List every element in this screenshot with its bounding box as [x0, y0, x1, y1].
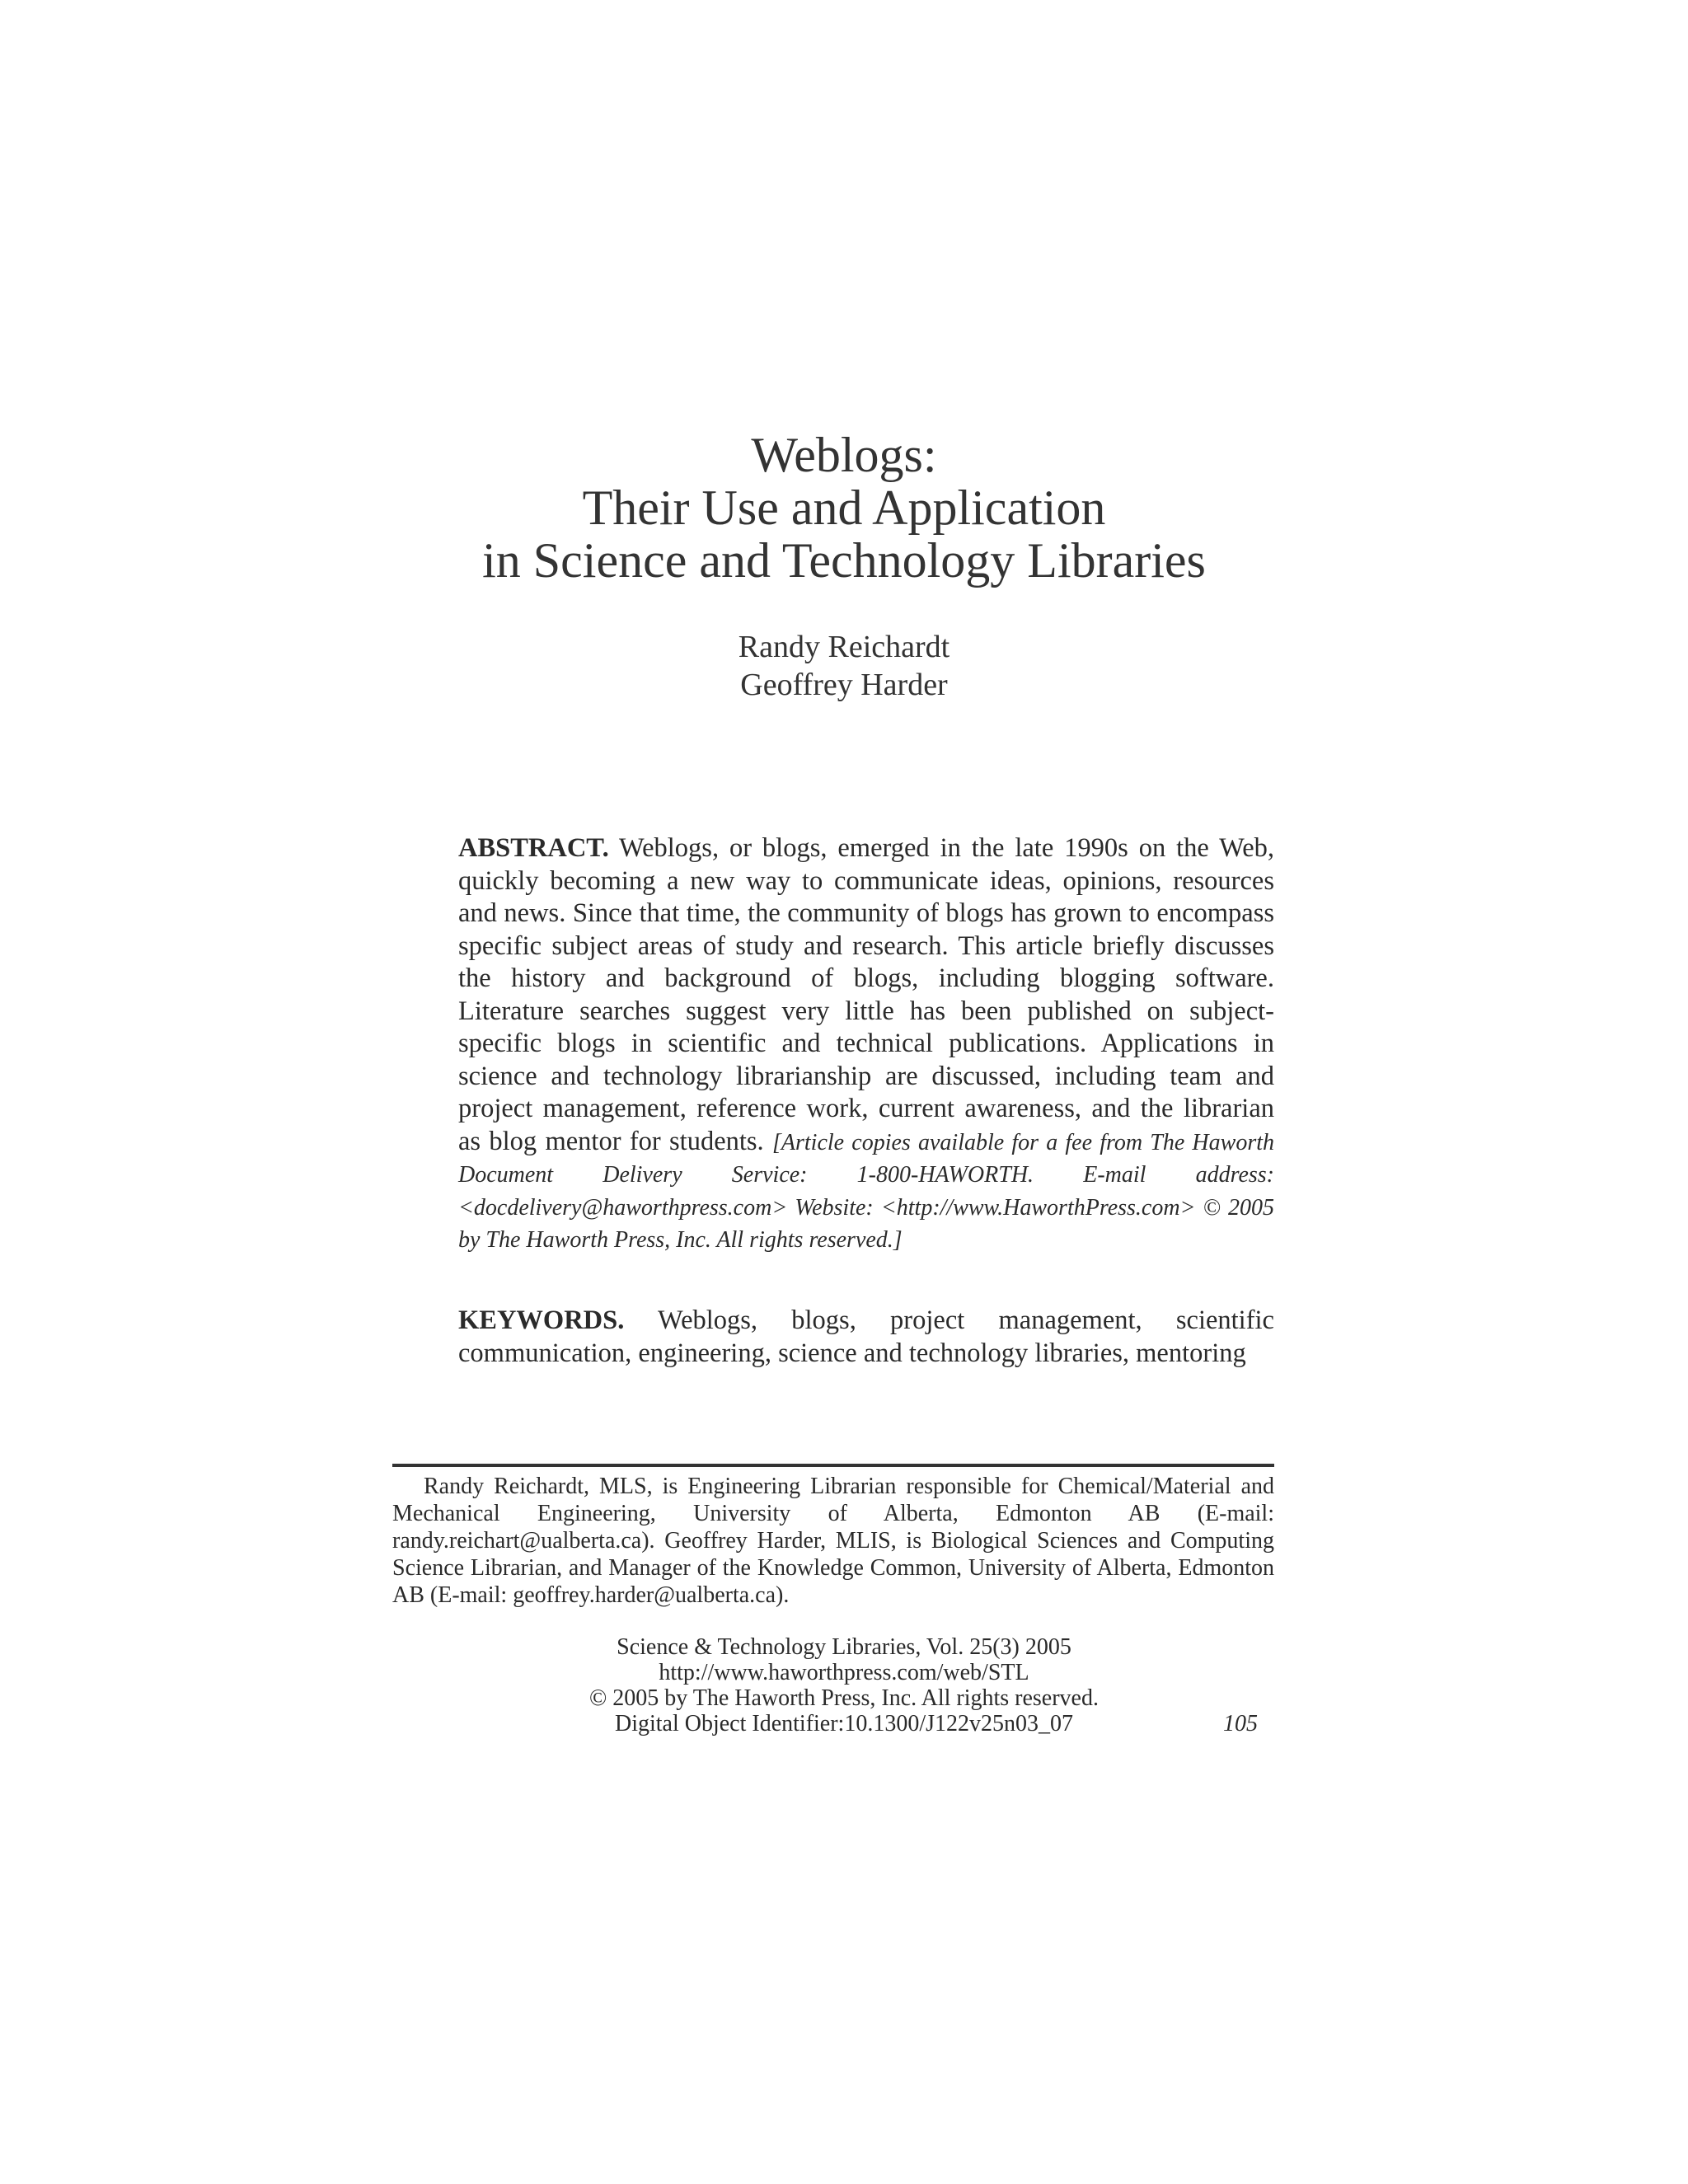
title-line-2: Their Use and Application	[582, 480, 1106, 535]
abstract-text: Weblogs, or blogs, emerged in the late 1990s on the Web, quickly becoming a new way to communicate ideas, opinions, resources and news. Since that time, the community of blogs has grown to encompass specific subject areas of study and research. This article briefly discusses the history and background of blogs, including blogging software. Literature searches suggest very little has been published on subject-specific blogs in scientific and technical publications. Applications in science and technology librarianship are discussed, including team and project management, reference work, current awareness, and the librarian as blog mentor for students.	[458, 833, 1274, 1156]
keywords	[458, 1304, 1274, 1370]
abstract-delivery-note: [Article copies available for a fee from The Haworth Document Delivery Service: 1-800-HAWORTH. E-mail address: <docdelivery@haworthpress.com> Website: <http://www.HaworthPress.com> © 2005 by The Haworth Press, Inc. All rights reserved.]	[458, 1129, 1274, 1253]
author-footnote: Randy Reichardt, MLS, is Engineering Librarian responsible for Chemical/Material and Mechanical Engineering, University of Alberta, Edmonton AB (E-mail: randy.reichart@ualberta.ca). Geoffrey Harder, MLIS, is Biological Sciences and Computing Science Librarian, and Manager of the Knowledge Common, University of Alberta, Edmonton AB (E-mail: geoffrey.harder@ualberta.ca).	[392, 1474, 1274, 1608]
publication-info	[0, 1634, 1688, 1736]
article-title	[0, 429, 1688, 587]
abstract-label: ABSTRACT.	[458, 833, 609, 863]
keywords-text: Weblogs, blogs, project management, scientific communication, engineering, science and technology libraries, mentoring	[458, 1305, 1274, 1368]
author-1: Randy Reichardt	[738, 630, 950, 664]
title-line-1: Weblogs:	[751, 428, 937, 482]
copyright-line: © 2005 by The Haworth Press, Inc. All rights reserved.	[589, 1685, 1099, 1711]
keywords-label: KEYWORDS.	[458, 1305, 625, 1335]
journal-citation: Science & Technology Libraries, Vol. 25(3) 2005	[617, 1634, 1071, 1660]
author-list	[0, 628, 1688, 704]
doi-line: Digital Object Identifier:10.1300/J122v25n03_07	[614, 1711, 1074, 1736]
abstract	[458, 832, 1274, 1256]
title-line-3: in Science and Technology Libraries	[482, 533, 1206, 588]
journal-url: http://www.haworthpress.com/web/STL	[659, 1660, 1029, 1685]
footnote-divider	[392, 1464, 1274, 1467]
page-number: 105	[1223, 1711, 1258, 1736]
author-2: Geoffrey Harder	[740, 668, 948, 702]
